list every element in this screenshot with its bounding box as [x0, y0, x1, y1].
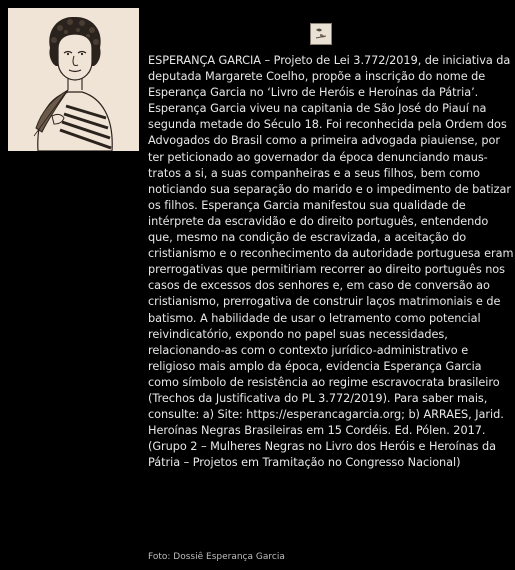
document-thumbnail-icon[interactable] [310, 23, 332, 45]
portrait-drawing-icon [8, 8, 139, 151]
photo-credit: Foto: Dossiê Esperança Garcia [148, 552, 285, 562]
article-caption: ESPERANÇA GARCIA – Projeto de Lei 3.772/2019, de iniciativa da deputada Margarete Coelho, propõe a inscrição do nome de Esperança Garcia no ‘Livro de Heróis e Heroínas da Pátria’. Esperança Garcia viveu na capitania de São José do Piauí na segunda metade do Século 18. Foi reconhecida pela Ordem dos Advogados do Brasil como a primeira advogada piauiense, por ter peticionado ao governador da época denunciando maus-tratos a si, a suas companheiras e a seus filhos, bem como noticiando sua separação do marido e o impedimento de batizar os filhos. Esperança Garcia manifestou sua qualidade de intérprete da escravidão e do direito português, entendendo que, mesmo na condição de escravizada, a aceitação do cristianismo e o reconhecimento da autoridade portuguesa eram prerrogativas que permitiriam recorrer ao direito português nos casos de excessos dos senhores e, em caso de conversão ao cristianismo, prerrogativa de construir laços matrimoniais e de batismo. A habilidade de usar o letramento como potencial reivindicatório, expondo no papel suas necessidades, relacionando-as com o contexto jurídico-administrativo e religioso mais amplo da época, evidencia Esperança Garcia como símbolo de resistência ao regime escravocrata brasileiro (Trechos da Justificativa do PL 3.772/2019). Para saber mais, consulte: a) Site: https://esperancagarcia.org; b) ARRAES, Jarid. Heroínas Negras Brasileiras em 15 Cordéis. Ed. Pólen. 2017. (Grupo 2 – Mulheres Negras no Livro dos Heróis e Heroínas da Pátria – Projetos em Tramitação no Congresso Nacional) [148, 54, 514, 470]
